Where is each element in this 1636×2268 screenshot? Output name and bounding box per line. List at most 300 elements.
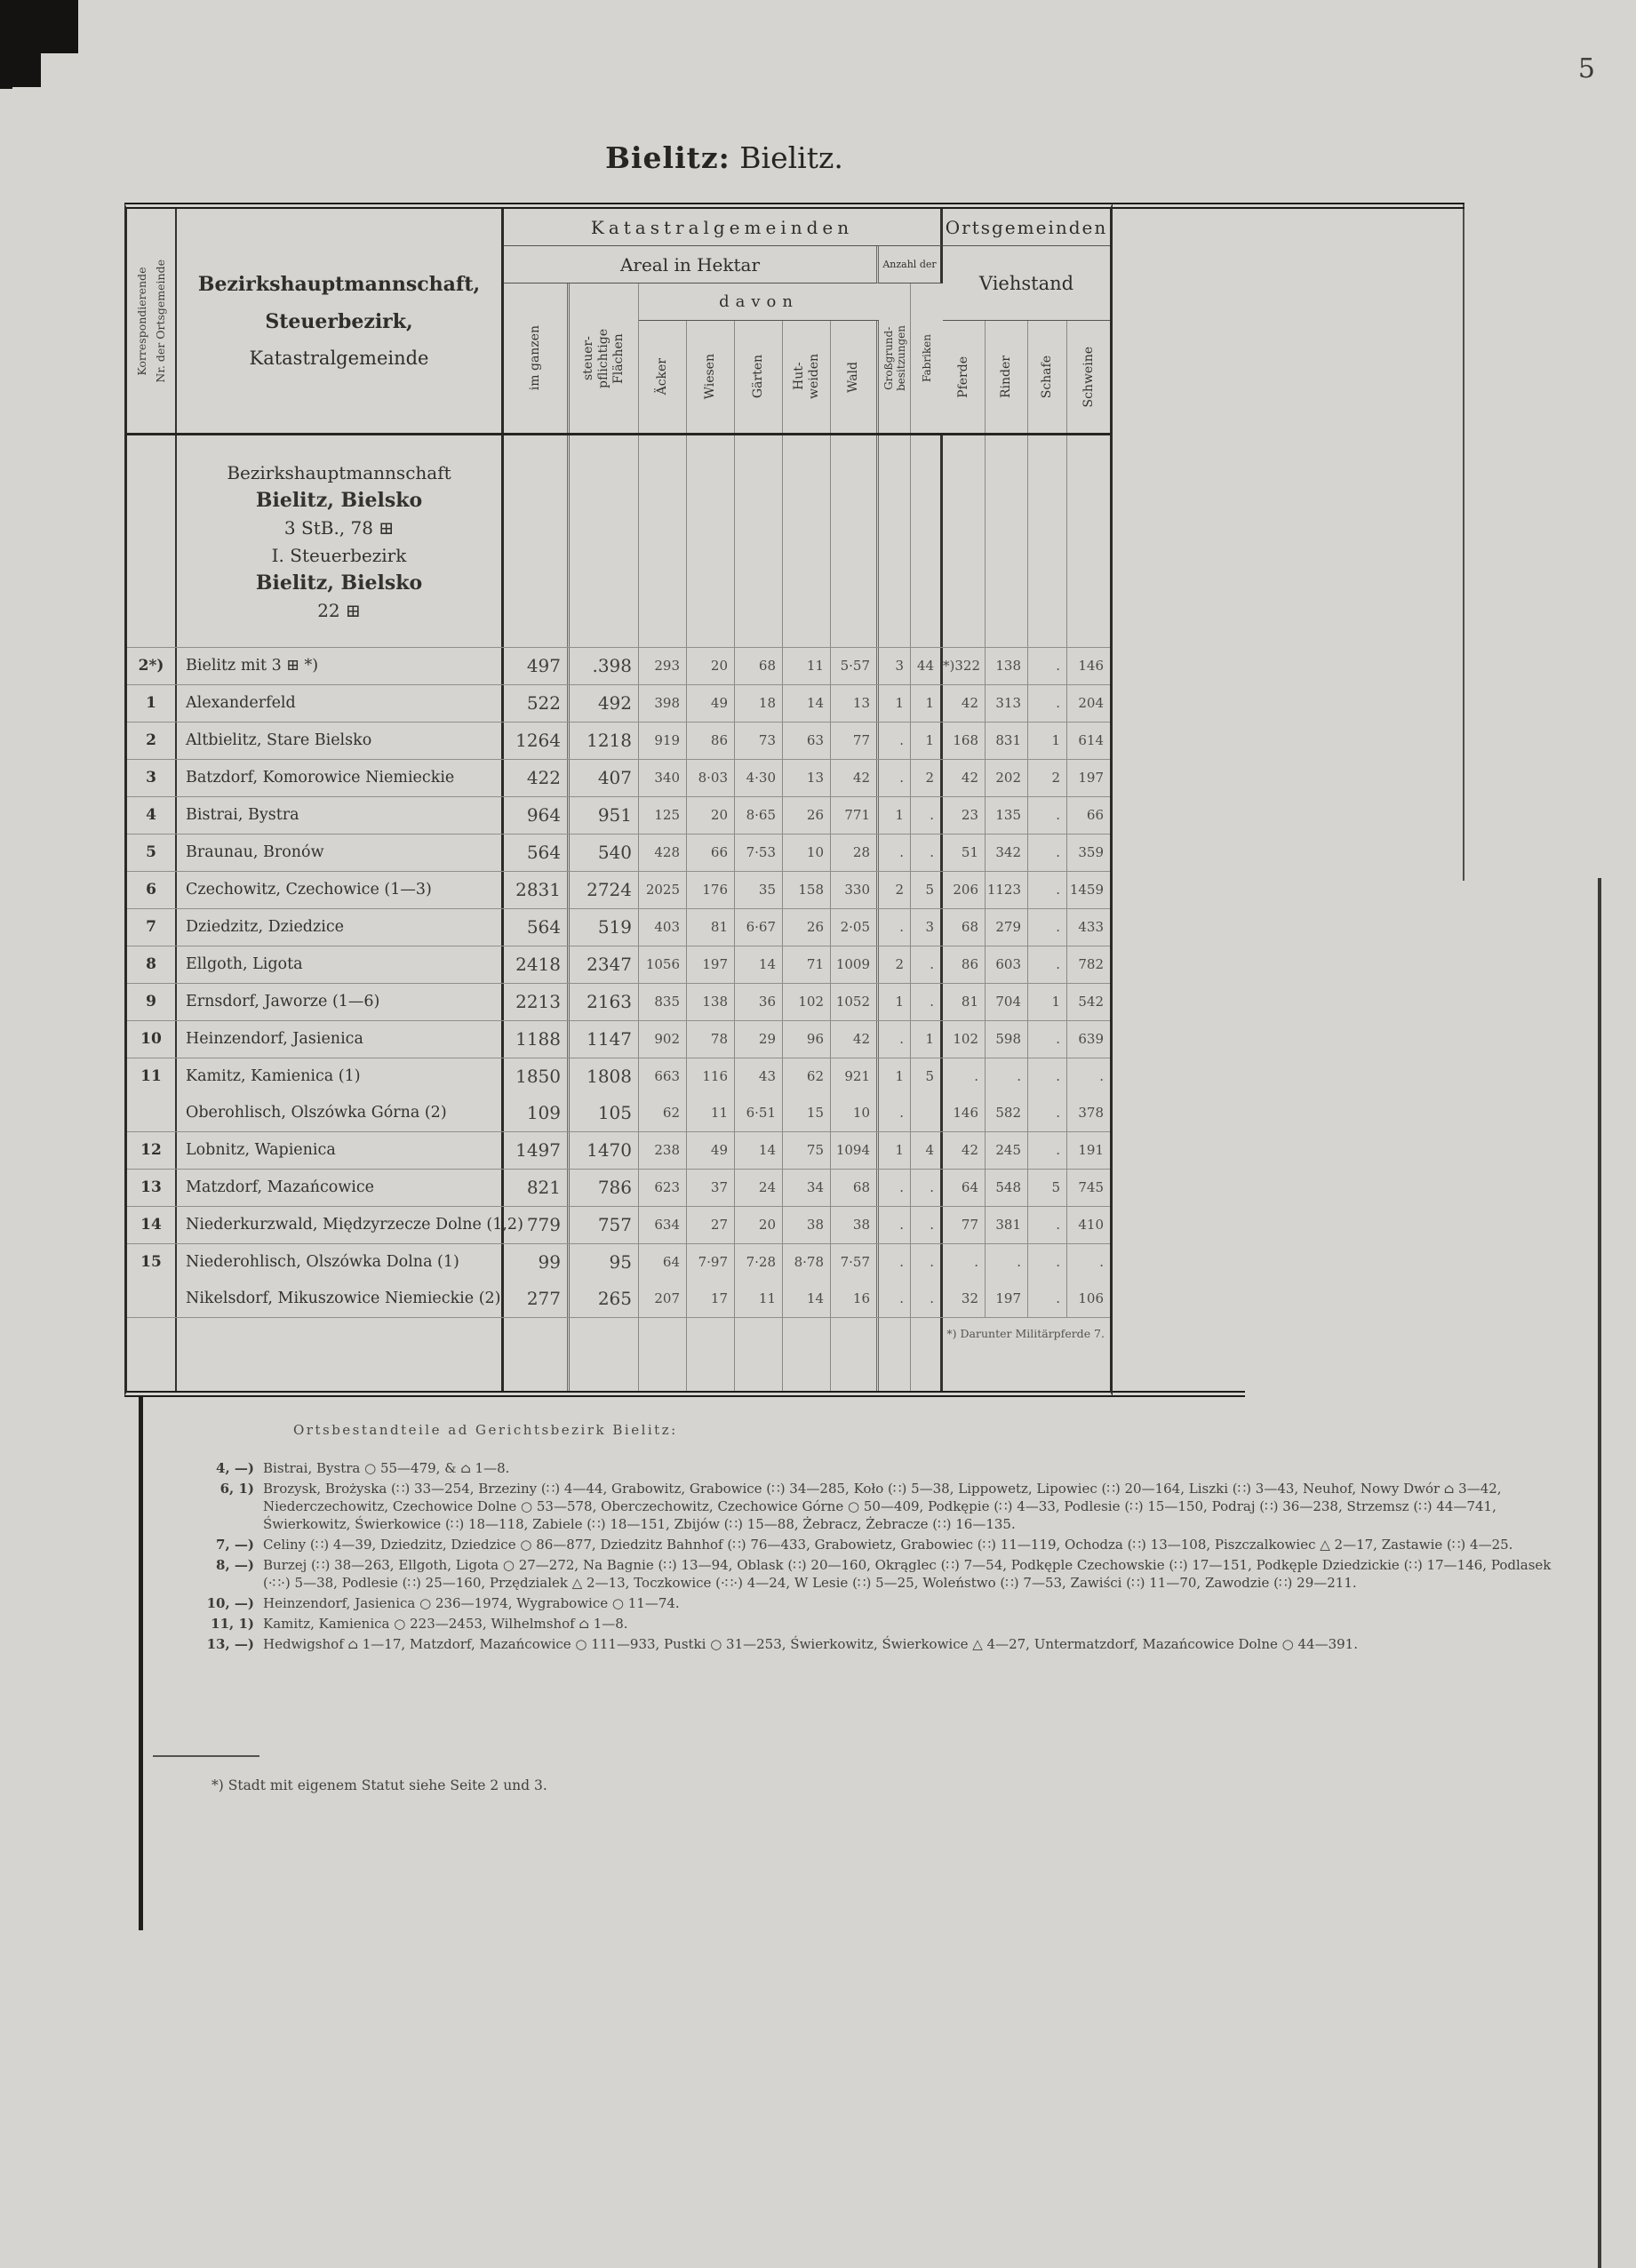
row-value: 1 bbox=[879, 797, 911, 834]
row-value: 2 bbox=[879, 872, 911, 908]
footnote-item bbox=[178, 1480, 1564, 1533]
row-value: 35 bbox=[735, 872, 783, 908]
footnote-item bbox=[178, 1635, 1564, 1653]
corner-header-cell bbox=[127, 209, 177, 433]
row-value: 20 bbox=[687, 797, 735, 834]
row-name: Kamitz, Kamienica (1) Oberohlisch, Olszówka Górna (2) bbox=[177, 1058, 504, 1131]
row-value: 95 265 bbox=[570, 1244, 639, 1317]
row-value: 44 bbox=[911, 648, 943, 684]
row-value: 34 bbox=[783, 1170, 831, 1206]
ortsgemeinden-group bbox=[943, 209, 1110, 433]
row-value: 293 bbox=[639, 648, 687, 684]
row-value: 422 bbox=[504, 760, 570, 796]
row-value: 497 bbox=[504, 648, 570, 684]
corner-header-label: Korrespondierende Nr. der Ortsgemeinde bbox=[135, 259, 167, 383]
row-value: 75 bbox=[783, 1132, 831, 1169]
row-value: 51 bbox=[943, 835, 986, 871]
row-value: 68 bbox=[831, 1170, 879, 1206]
row-value: . 197 bbox=[986, 1244, 1028, 1317]
row-value: 2347 bbox=[570, 946, 639, 983]
footnote-item bbox=[178, 1594, 1564, 1612]
row-value: . 32 bbox=[943, 1244, 986, 1317]
footnote-text: Hedwigshof ⌂ 1—17, Matzdorf, Mazańcowice ○ 111—933, Pustki ○ 31—253, Świerkowitz, Świerkowice △ 4—27, Untermatzdorf, Mazańcowice Dolne ○ 44—391. bbox=[263, 1636, 1358, 1652]
row-value: 2 bbox=[1028, 760, 1067, 796]
row-value: 5 bbox=[1028, 1170, 1067, 1206]
row-value: 5 bbox=[911, 872, 943, 908]
section-line: Bielitz, Bielsko bbox=[255, 571, 423, 595]
row-value: 2 bbox=[911, 760, 943, 796]
row-value: 1 bbox=[879, 1132, 911, 1169]
rinder-label: Rinder bbox=[999, 355, 1013, 398]
section-line: Bielitz, Bielsko bbox=[255, 488, 423, 512]
row-value: 13 bbox=[783, 760, 831, 796]
footnote-item bbox=[178, 1459, 1564, 1477]
row-value: 14 bbox=[735, 946, 783, 983]
schweine-label: Schweine bbox=[1081, 346, 1096, 408]
row-value: 42 bbox=[943, 1132, 986, 1169]
aecker-label: Äcker bbox=[655, 358, 669, 395]
row-nr: 11 bbox=[127, 1058, 177, 1131]
row-value: . bbox=[1028, 835, 1067, 871]
wald-header-cell bbox=[831, 321, 879, 433]
row-value: 1 bbox=[1028, 984, 1067, 1020]
row-value: . bbox=[879, 835, 911, 871]
table-row bbox=[127, 1058, 1110, 1131]
section-nr-cell bbox=[127, 435, 177, 647]
row-value: 13 bbox=[831, 685, 879, 722]
row-value: 135 bbox=[986, 797, 1028, 834]
section-header-row bbox=[127, 435, 1110, 647]
footnote-label: 8, —) bbox=[216, 1557, 254, 1573]
row-value: 2724 bbox=[570, 872, 639, 908]
footnote-label: 6, 1) bbox=[219, 1481, 254, 1497]
schweine-header-cell bbox=[1067, 321, 1110, 433]
rotated-headers-row bbox=[504, 284, 943, 433]
row-value: 757 bbox=[570, 1207, 639, 1243]
row-value: 238 bbox=[639, 1132, 687, 1169]
row-name: Niederkurzwald, Międzyrzecze Dolne (1,2) bbox=[177, 1207, 504, 1243]
row-value: 206 bbox=[943, 872, 986, 908]
row-value: 745 bbox=[1078, 1179, 1104, 1195]
row-value: 158 bbox=[783, 872, 831, 908]
row-nr: 12 bbox=[127, 1132, 177, 1169]
table-row bbox=[127, 908, 1110, 946]
name-header-line: Bezirkshauptmannschaft, bbox=[197, 273, 481, 296]
row-nr: 14 bbox=[127, 1207, 177, 1243]
row-value: . bbox=[879, 1170, 911, 1206]
hutweiden-header-cell bbox=[783, 321, 831, 433]
row-value: 3 bbox=[911, 909, 943, 946]
footnote-label: 11, 1) bbox=[211, 1616, 254, 1632]
row-value: 116 11 bbox=[687, 1058, 735, 1131]
row-value: 14 bbox=[735, 1132, 783, 1169]
row-value: 2·05 bbox=[831, 909, 879, 946]
row-value: 1052 bbox=[831, 984, 879, 1020]
footnote-text: Heinzendorf, Jasienica ○ 236—1974, Wygrabowice ○ 11—74. bbox=[263, 1595, 680, 1611]
top-rule-extension bbox=[1110, 203, 1464, 209]
grossgrund-header-cell bbox=[879, 284, 911, 433]
row-value: 782 bbox=[1078, 956, 1104, 972]
davon-group bbox=[639, 284, 879, 433]
page-fold-line bbox=[139, 1397, 143, 1930]
steuerpflichtige-label: steuer- pflichtige Flächen bbox=[581, 328, 626, 388]
table-filler-row bbox=[127, 1317, 1110, 1391]
page-title-place: Bielitz. bbox=[739, 140, 843, 175]
row-value: 428 bbox=[639, 835, 687, 871]
footnote-text: Celiny (∷) 4—39, Dziedzitz, Dziedzice ○ 86—877, Dziedzitz Bahnhof (∷) 76—433, Grabowietz, Grabowiec (∷) 11—119, Ochodza (∷) 13—108, Piszczalkowiec △ 2—17, Zastawie (∷) 4—25. bbox=[263, 1537, 1513, 1553]
row-value: 7·97 17 bbox=[687, 1244, 735, 1317]
footnote-item bbox=[178, 1536, 1564, 1553]
row-value: 138 bbox=[687, 984, 735, 1020]
row-value: 821 bbox=[504, 1170, 570, 1206]
row-value: *)322 bbox=[943, 648, 986, 684]
row-value: 42 bbox=[831, 1021, 879, 1058]
row-value: . 106 bbox=[1078, 1254, 1104, 1306]
row-value: 1470 bbox=[570, 1132, 639, 1169]
statistics-table bbox=[124, 203, 1113, 1397]
section-line: 3 StB., 78 ⊞ bbox=[283, 516, 395, 539]
areal-header: Areal in Hektar bbox=[504, 246, 879, 284]
row-nr: 1 bbox=[127, 685, 177, 722]
row-value: 197 bbox=[1078, 770, 1104, 786]
footnote-text: Kamitz, Kamienica ○ 223—2453, Wilhelmshof ⌂ 1—8. bbox=[263, 1616, 628, 1632]
row-value: 102 bbox=[943, 1021, 986, 1058]
footnote-label: 10, —) bbox=[206, 1595, 254, 1611]
schafe-label: Schafe bbox=[1040, 355, 1054, 399]
katastralgemeinden-header: Katastralgemeinden bbox=[504, 209, 943, 246]
row-value: 125 bbox=[639, 797, 687, 834]
footnote-label: 4, —) bbox=[216, 1460, 254, 1476]
row-value: . bbox=[911, 984, 943, 1020]
page-title bbox=[0, 140, 1448, 175]
pferde-label: Pferde bbox=[956, 355, 970, 398]
row-value: 176 bbox=[687, 872, 735, 908]
row-value: 8·78 14 bbox=[783, 1244, 831, 1317]
schafe-header-cell bbox=[1028, 321, 1067, 433]
row-value: . bbox=[911, 797, 943, 834]
row-value: 202 bbox=[986, 760, 1028, 796]
scan-corner-mark bbox=[0, 52, 41, 87]
row-name: Lobnitz, Wapienica bbox=[177, 1132, 504, 1169]
row-value: 191 bbox=[1078, 1142, 1104, 1158]
row-value: 10 bbox=[783, 835, 831, 871]
row-value: 43 6·51 bbox=[735, 1058, 783, 1131]
table-row bbox=[127, 983, 1110, 1020]
row-name: Ernsdorf, Jaworze (1—6) bbox=[177, 984, 504, 1020]
row-value: 38 bbox=[783, 1207, 831, 1243]
row-value: 2831 bbox=[504, 872, 570, 908]
row-value: 42 bbox=[831, 760, 879, 796]
row-value: 603 bbox=[986, 946, 1028, 983]
row-value: 64 207 bbox=[639, 1244, 687, 1317]
row-value: 313 bbox=[986, 685, 1028, 722]
gaerten-header-cell bbox=[735, 321, 783, 433]
row-value: . bbox=[1028, 872, 1067, 908]
grossgrund-label: Großgrund- besitzungen bbox=[882, 325, 907, 391]
row-value: 1 . bbox=[879, 1058, 911, 1131]
row-value: 24 bbox=[735, 1170, 783, 1206]
steuerpflichtige-header-cell bbox=[570, 284, 639, 433]
row-value: 663 62 bbox=[639, 1058, 687, 1131]
row-value: 614 bbox=[1078, 732, 1104, 748]
row-value: 1264 bbox=[504, 723, 570, 759]
row-value: 492 bbox=[570, 685, 639, 722]
row-value: 564 bbox=[504, 835, 570, 871]
row-value: . bbox=[1028, 1132, 1067, 1169]
row-value: 49 bbox=[687, 685, 735, 722]
pferde-header-cell bbox=[943, 321, 986, 433]
row-value: . bbox=[911, 946, 943, 983]
row-value: 771 bbox=[831, 797, 879, 834]
row-value: 704 bbox=[986, 984, 1028, 1020]
wald-label: Wald bbox=[846, 361, 860, 393]
row-value: 20 bbox=[687, 648, 735, 684]
row-value: 398 bbox=[639, 685, 687, 722]
anzahl-columns bbox=[879, 284, 943, 433]
table-row bbox=[127, 1131, 1110, 1169]
row-value: 1459 bbox=[1069, 882, 1104, 898]
fabriken-header-cell bbox=[911, 284, 943, 433]
row-value: . bbox=[879, 1021, 911, 1058]
page-title-district: Bielitz: bbox=[605, 140, 730, 175]
row-value: 96 bbox=[783, 1021, 831, 1058]
row-name: Niederohlisch, Olszówka Dolna (1) Nikelsdorf, Mikuszowice Niemieckie (2) bbox=[177, 1244, 504, 1317]
row-value: 548 bbox=[986, 1170, 1028, 1206]
row-value: 330 bbox=[831, 872, 879, 908]
wiesen-header-cell bbox=[687, 321, 735, 433]
data-rows bbox=[127, 647, 1110, 1317]
row-name: Altbielitz, Stare Bielsko bbox=[177, 723, 504, 759]
row-value: . 582 bbox=[986, 1058, 1028, 1131]
ortsbestandteile-heading: Ortsbestandteile ad Gerichtsbezirk Bielitz: bbox=[293, 1422, 678, 1438]
row-value: 102 bbox=[783, 984, 831, 1020]
section-line: 22 ⊞ bbox=[317, 599, 361, 621]
ortsgemeinden-header: Ortsgemeinden bbox=[943, 209, 1110, 246]
viehstand-columns bbox=[943, 321, 1110, 433]
row-value: . 378 bbox=[1078, 1068, 1104, 1121]
row-value: 18 bbox=[735, 685, 783, 722]
row-value: 835 bbox=[639, 984, 687, 1020]
row-nr: 13 bbox=[127, 1170, 177, 1206]
hutweiden-label: Hut- weiden bbox=[791, 354, 821, 400]
row-value: 1 bbox=[879, 984, 911, 1020]
row-value: . bbox=[1028, 685, 1067, 722]
section-header-cell bbox=[177, 435, 504, 647]
row-value: . . bbox=[1028, 1058, 1067, 1131]
row-value: 42 bbox=[943, 685, 986, 722]
row-value: . bbox=[1028, 1021, 1067, 1058]
row-value: 1 bbox=[911, 1021, 943, 1058]
table-row bbox=[127, 722, 1110, 759]
row-value: 4 bbox=[911, 1132, 943, 1169]
row-value: . bbox=[879, 723, 911, 759]
row-name: Alexanderfeld bbox=[177, 685, 504, 722]
row-name: Dziedzitz, Dziedzice bbox=[177, 909, 504, 946]
row-value: 204 bbox=[1078, 695, 1104, 711]
row-value: . bbox=[911, 1170, 943, 1206]
row-value: 1147 bbox=[570, 1021, 639, 1058]
footnotes-list bbox=[178, 1459, 1564, 1656]
row-value: 49 bbox=[687, 1132, 735, 1169]
row-value: 407 bbox=[570, 760, 639, 796]
gaerten-label: Gärten bbox=[751, 355, 765, 399]
row-value: 14 bbox=[783, 685, 831, 722]
table-row bbox=[127, 1243, 1110, 1317]
row-value: 639 bbox=[1078, 1031, 1104, 1047]
page-edge-line bbox=[1598, 878, 1601, 2268]
row-nr: 15 bbox=[127, 1244, 177, 1317]
row-value: . bbox=[879, 760, 911, 796]
row-value: 68 bbox=[735, 648, 783, 684]
row-value: . bbox=[879, 909, 911, 946]
row-value: 2025 bbox=[639, 872, 687, 908]
davon-columns bbox=[639, 321, 879, 433]
row-value: 5·57 bbox=[831, 648, 879, 684]
row-value: 519 bbox=[570, 909, 639, 946]
row-value: 28 bbox=[831, 835, 879, 871]
row-value: 26 bbox=[783, 797, 831, 834]
row-value: 1497 bbox=[504, 1132, 570, 1169]
row-nr: 2*) bbox=[127, 648, 177, 684]
areal-anzahl-row bbox=[504, 246, 943, 284]
row-nr: 8 bbox=[127, 946, 177, 983]
row-value: 1808 105 bbox=[570, 1058, 639, 1131]
row-value: 81 bbox=[687, 909, 735, 946]
row-value: 1094 bbox=[831, 1132, 879, 1169]
davon-header: davon bbox=[639, 284, 879, 321]
table-footnote: *) Darunter Militärpferde 7. bbox=[946, 1327, 1105, 1340]
fabriken-label: Fabriken bbox=[921, 333, 933, 383]
row-value: 786 bbox=[570, 1170, 639, 1206]
row-value: 168 bbox=[943, 723, 986, 759]
footnote-item bbox=[178, 1615, 1564, 1633]
row-value: 1188 bbox=[504, 1021, 570, 1058]
row-nr: 3 bbox=[127, 760, 177, 796]
row-value: 542 bbox=[1078, 994, 1104, 1010]
row-value: 245 bbox=[986, 1132, 1028, 1169]
row-value: 340 bbox=[639, 760, 687, 796]
row-value: 1056 bbox=[639, 946, 687, 983]
row-value: 29 bbox=[735, 1021, 783, 1058]
table-row bbox=[127, 684, 1110, 722]
footnote-text: Burzej (∷) 38—263, Ellgoth, Ligota ○ 27—272, Na Bagnie (∷) 13—94, Oblask (∷) 20—160, Okrąglec (∷) 7—54, Podkęple Czechowskie (∷) 17—151, Podkęple Dziedzickie (∷) 17—146, Podlasek (·∷·) 5—38, Podlesie (∷) 25—160, Przędzialek △ 2—13, Toczkowice (·∷·) 4—24, W Lesie (∷) 5—25, Woleństwo (∷) 7—53, Zawiści (∷) 11—70, Zawodzie (∷) 29—211. bbox=[263, 1557, 1552, 1591]
wiesen-label: Wiesen bbox=[703, 354, 717, 400]
row-value: 86 bbox=[687, 723, 735, 759]
section-line: I. Steuerbezirk bbox=[271, 544, 407, 566]
row-value: 831 bbox=[986, 723, 1028, 759]
row-name: Bistrai, Bystra bbox=[177, 797, 504, 834]
row-value: 279 bbox=[986, 909, 1028, 946]
page-number: 5 bbox=[1577, 53, 1595, 84]
row-value: 540 bbox=[570, 835, 639, 871]
row-name: Bielitz mit 3 ⊞ *) bbox=[177, 648, 504, 684]
row-value: 77 bbox=[831, 723, 879, 759]
row-value: 42 bbox=[943, 760, 986, 796]
row-value: 26 bbox=[783, 909, 831, 946]
row-value: 64 bbox=[943, 1170, 986, 1206]
row-value: 2213 bbox=[504, 984, 570, 1020]
table-right-edge-rule bbox=[1463, 204, 1464, 881]
row-value: 81 bbox=[943, 984, 986, 1020]
name-header-line: Katastralgemeinde bbox=[249, 347, 429, 369]
row-value: 8·03 bbox=[687, 760, 735, 796]
row-value: 6·67 bbox=[735, 909, 783, 946]
row-value: 1 bbox=[911, 723, 943, 759]
row-value: 2418 bbox=[504, 946, 570, 983]
row-nr: 10 bbox=[127, 1021, 177, 1058]
row-value: 564 bbox=[504, 909, 570, 946]
row-value: .398 bbox=[570, 648, 639, 684]
row-value: 20 bbox=[735, 1207, 783, 1243]
row-value: 342 bbox=[986, 835, 1028, 871]
row-value: 964 bbox=[504, 797, 570, 834]
aecker-header-cell bbox=[639, 321, 687, 433]
row-name: Ellgoth, Ligota bbox=[177, 946, 504, 983]
table-row bbox=[127, 946, 1110, 983]
table-row bbox=[127, 759, 1110, 796]
row-value: . bbox=[1028, 909, 1067, 946]
table-row bbox=[127, 1169, 1110, 1206]
table-row bbox=[127, 834, 1110, 871]
footnote-item bbox=[178, 1556, 1564, 1592]
table-row bbox=[127, 871, 1110, 908]
row-value: 359 bbox=[1078, 844, 1104, 860]
row-nr: 7 bbox=[127, 909, 177, 946]
row-value: . bbox=[1028, 648, 1067, 684]
row-value: . 146 bbox=[943, 1058, 986, 1131]
row-value: . bbox=[1028, 1207, 1067, 1243]
row-value: 7·28 11 bbox=[735, 1244, 783, 1317]
row-value: . . bbox=[879, 1244, 911, 1317]
row-value: 522 bbox=[504, 685, 570, 722]
row-value: 4·30 bbox=[735, 760, 783, 796]
table-row bbox=[127, 1020, 1110, 1058]
row-value: 2163 bbox=[570, 984, 639, 1020]
row-value: 138 bbox=[986, 648, 1028, 684]
row-value: 36 bbox=[735, 984, 783, 1020]
row-value: 3 bbox=[879, 648, 911, 684]
footnote-text: Brozysk, Brożyska (∷) 33—254, Brzeziny (∷) 4—44, Grabowitz, Grabowice (∷) 34—285, Koło (∷) 5—38, Lippowetz, Lipowiec (∷) 20—164, Liszki (∷) 3—43, Neuhof, Nowy Dwór ⌂ 3—42, Niederczechowitz, Czechowice Dolne ○ 53—578, Oberczechowitz, Czechowice Górne ○ 50—409, Podkępie (∷) 4—33, Podlesie (∷) 15—150, Podraj (∷) 36—238, Strzemsz (∷) 44—741, Świerkowitz, Świerkowice (∷) 18—118, Zabiele (∷) 18—151, Zbijów (∷) 15—88, Żebracz, Żebracze (∷) 16—135. bbox=[263, 1481, 1502, 1532]
row-value: 433 bbox=[1078, 919, 1104, 935]
row-value: 381 bbox=[986, 1207, 1028, 1243]
row-value: 38 bbox=[831, 1207, 879, 1243]
row-value: 71 bbox=[783, 946, 831, 983]
row-nr: 6 bbox=[127, 872, 177, 908]
name-column-header bbox=[177, 209, 504, 433]
numeric-header-block bbox=[504, 209, 1110, 433]
row-value: 37 bbox=[687, 1170, 735, 1206]
row-value: 68 bbox=[943, 909, 986, 946]
row-value: . bbox=[879, 1207, 911, 1243]
row-nr: 4 bbox=[127, 797, 177, 834]
row-value: 779 bbox=[504, 1207, 570, 1243]
table-row bbox=[127, 796, 1110, 834]
row-name: Braunau, Bronów bbox=[177, 835, 504, 871]
row-value: 598 bbox=[986, 1021, 1028, 1058]
row-name: Heinzendorf, Jasienica bbox=[177, 1021, 504, 1058]
row-value: 1 bbox=[879, 685, 911, 722]
row-value: 27 bbox=[687, 1207, 735, 1243]
table-body bbox=[127, 435, 1110, 1391]
row-value: 1850 109 bbox=[504, 1058, 570, 1131]
footnote-label: 13, —) bbox=[206, 1636, 254, 1652]
name-header-line: Steuerbezirk, bbox=[265, 310, 413, 333]
im-ganzen-label: im ganzen bbox=[528, 325, 542, 391]
bottom-rule-extension bbox=[1110, 1391, 1245, 1397]
row-name: Batzdorf, Komorowice Niemieckie bbox=[177, 760, 504, 796]
row-value: 1 bbox=[1028, 723, 1067, 759]
viehstand-header: Viehstand bbox=[943, 246, 1110, 321]
